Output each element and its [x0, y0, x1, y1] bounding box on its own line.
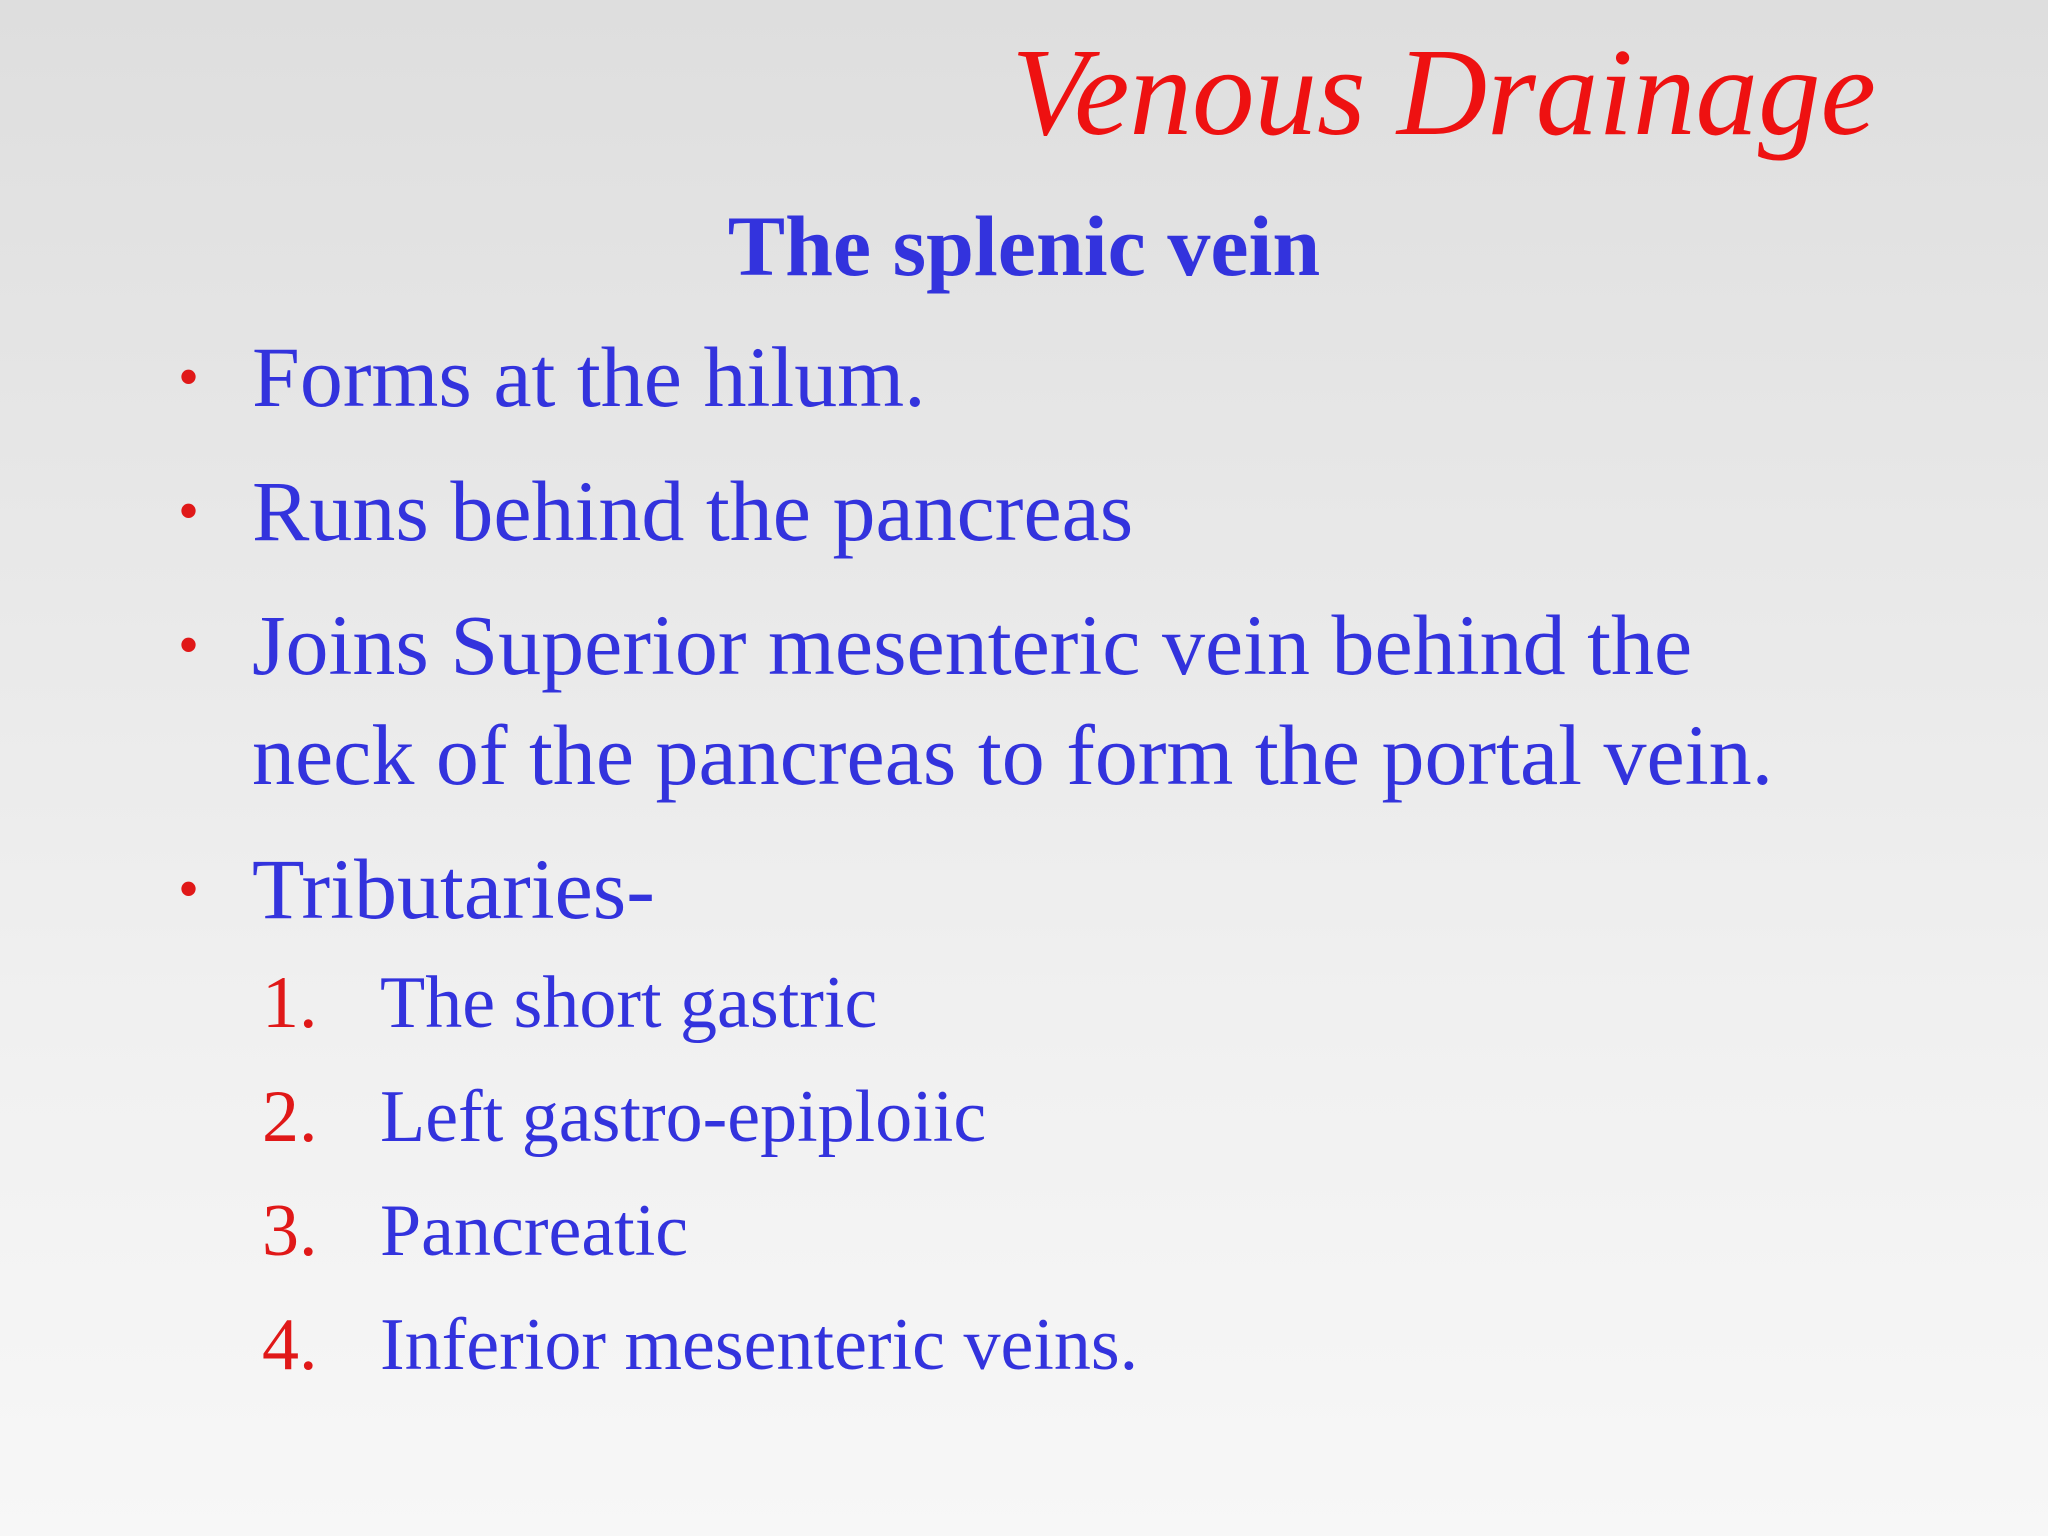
- bullet-text: Runs behind the pancreas: [252, 463, 1134, 559]
- slide-subtitle: The splenic vein: [727, 198, 1321, 294]
- list-number: 3.: [262, 1190, 318, 1272]
- bullet-text-line: neck of the pancreas to form the portal vein.: [252, 707, 1774, 803]
- bullet-item: [170, 834, 1773, 944]
- bullet-text: Tributaries-: [252, 841, 655, 937]
- slide-title: Venous Drainage: [1011, 24, 1876, 162]
- tributary-text: Pancreatic: [380, 1190, 689, 1272]
- tributary-text: Left gastro-epiploiic: [380, 1076, 987, 1158]
- tributary-item: [262, 1288, 1138, 1402]
- tributary-item: [262, 946, 1138, 1060]
- bullet-list: [170, 322, 1773, 968]
- bullet-marker: •: [178, 344, 200, 410]
- list-number: 1.: [262, 962, 318, 1044]
- bullet-item: [170, 456, 1773, 566]
- list-number: 2.: [262, 1076, 318, 1158]
- tributary-item: [262, 1174, 1138, 1288]
- tributary-text: Inferior mesenteric veins.: [380, 1304, 1139, 1386]
- bullet-marker: •: [178, 612, 200, 678]
- list-number: 4.: [262, 1304, 318, 1386]
- bullet-marker: •: [178, 856, 200, 922]
- bullet-item: [170, 590, 1773, 810]
- bullet-text-line: Joins Superior mesenteric vein behind the: [252, 597, 1693, 693]
- tributary-text: The short gastric: [380, 962, 878, 1044]
- bullet-item: [170, 322, 1773, 432]
- tributaries-list: [262, 946, 1138, 1402]
- tributary-item: [262, 1060, 1138, 1174]
- bullet-marker: •: [178, 478, 200, 544]
- bullet-text: Forms at the hilum.: [252, 329, 926, 425]
